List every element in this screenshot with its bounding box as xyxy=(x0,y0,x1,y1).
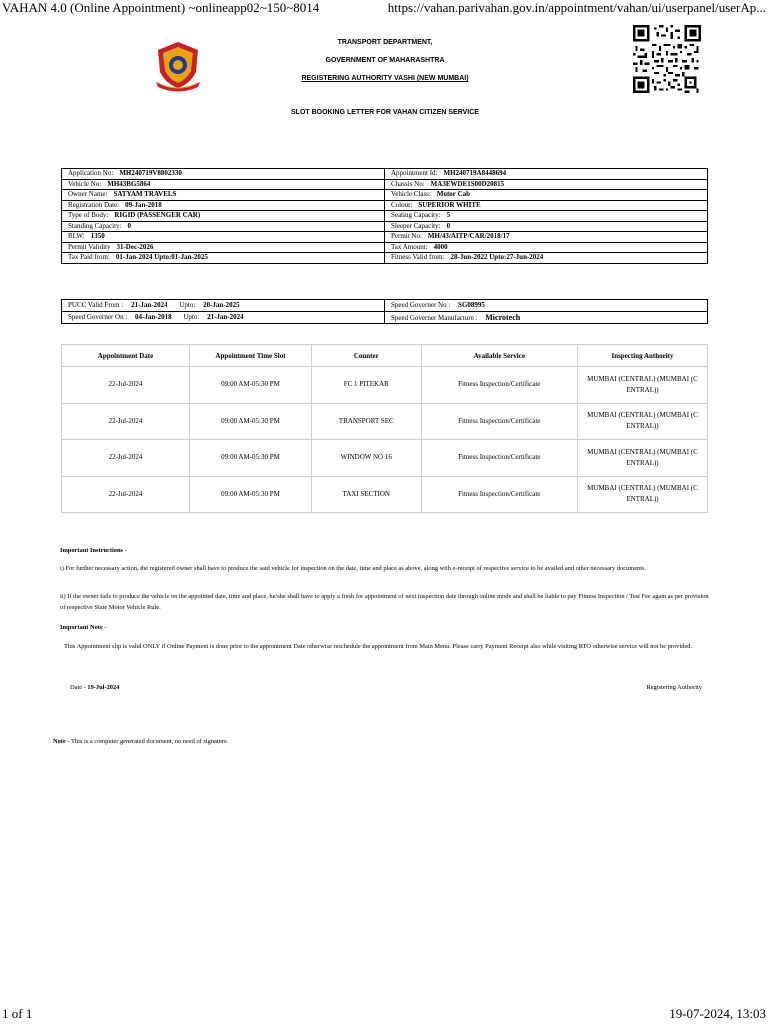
appointment-row xyxy=(62,367,708,404)
document-title: SLOT BOOKING LETTER FOR VAHAN CITIZEN SERVICE xyxy=(291,109,479,116)
emblem-logo xyxy=(150,40,206,92)
appointment-cell: MUMBAI (CENTRAL) (MUMBAI (C ENTRAL)) xyxy=(578,403,708,440)
pucc-details-table xyxy=(61,299,708,324)
appointment-column-header: Appointment Time Slot xyxy=(190,345,312,367)
appointment-row xyxy=(62,476,708,513)
speed-governer-upto-value: 21-Jan-2024 xyxy=(207,313,244,321)
vehicle-detail-row xyxy=(62,211,708,222)
appointment-cell: 09:00 AM-05:30 PM xyxy=(190,476,312,513)
vehicle-detail-cell xyxy=(62,169,385,180)
date-value: 19-Jul-2024 xyxy=(87,684,120,691)
note-label: Note xyxy=(53,738,66,745)
appointment-cell: Fitness Inspection/Certificate xyxy=(421,476,577,513)
field-label: Permit Validity xyxy=(68,242,111,251)
field-value: MH/43/AITP/CAR/2018/17 xyxy=(427,232,510,241)
vehicle-detail-cell xyxy=(385,211,708,222)
appointment-cell: WINDOW NO 16 xyxy=(311,440,421,477)
field-value: 0 xyxy=(446,221,451,230)
appointment-cell: 22-Jul-2024 xyxy=(62,440,190,477)
browser-page-title: VAHAN 4.0 (Online Appointment) ~onlineapp02~150~8014 xyxy=(2,0,320,15)
instruction-item-2: ii) If the owner fails to produce the vehicle on the appointed date, time and place, he/she shall have to apply a fresh for appointment of next inspection date through online mode and shall be liable to pay Fitness Inspection / Test Fee again as per provision of respective State Motor Vehicle Rule. xyxy=(60,593,709,611)
field-label: Tax Amount: xyxy=(391,242,428,251)
appointment-cell: 09:00 AM-05:30 PM xyxy=(190,403,312,440)
field-value: 4000 xyxy=(433,242,448,251)
appointment-cell: TAXI SECTION xyxy=(311,476,421,513)
field-label: Fitness Valid from: xyxy=(391,253,445,262)
speed-governer-on-label: Speed Governer On : xyxy=(68,313,128,321)
speed-governer-no-label: Speed Governer No : xyxy=(391,301,451,309)
registering-authority: Registering Authority xyxy=(646,684,702,691)
vehicle-detail-cell xyxy=(62,190,385,201)
speed-governer-on-value: 04-Jan-2018 xyxy=(135,313,172,321)
field-label: Permit No: xyxy=(391,232,422,241)
instructions-heading: Important Instructions - xyxy=(60,547,127,554)
vehicle-detail-cell xyxy=(62,179,385,190)
instruction-item-1: i) For further necessary action, the registered owner shall have to produce the said vehicle for inspection on the date, time and place as above, along with e-receipt of respective service to be availed and other necessary documents. xyxy=(60,565,647,572)
vehicle-detail-cell xyxy=(385,190,708,201)
print-footer xyxy=(0,1006,768,1024)
field-label: Standing Capacity: xyxy=(68,221,122,230)
speed-governer-upto-label: Upto: xyxy=(183,313,200,321)
appointment-slots-table xyxy=(61,344,708,513)
appointment-cell: 22-Jul-2024 xyxy=(62,476,190,513)
field-value: RIGID (PASSENGER CAR) xyxy=(114,211,201,220)
appointment-column-header: Counter xyxy=(311,345,421,367)
field-label: Sleeper Capacity: xyxy=(391,221,441,230)
field-label: RLW: xyxy=(68,232,85,241)
print-datetime: 19-07-2024, 13:03 xyxy=(669,1006,766,1021)
vehicle-detail-cell xyxy=(62,242,385,253)
note-heading: Important Note - xyxy=(60,624,107,631)
field-label: Colour: xyxy=(391,200,413,209)
appointment-cell: MUMBAI (CENTRAL) (MUMBAI (C ENTRAL)) xyxy=(578,440,708,477)
pucc-row xyxy=(62,300,708,312)
vehicle-detail-cell xyxy=(62,253,385,264)
appointment-cell: Fitness Inspection/Certificate xyxy=(421,440,577,477)
field-label: Appointment Id: xyxy=(391,169,438,178)
field-value: 01-Jan-2024 Upto:01-Jan-2025 xyxy=(115,253,208,262)
appointment-cell: MUMBAI (CENTRAL) (MUMBAI (C ENTRAL)) xyxy=(578,367,708,404)
note-text: This Appointment slip is valid ONLY if Online Payment is done prior to the appointment Date otherwise reschedule the appointment from Main Menu. Please carry Payment Receipt also while visiting RTO otherwise service will not be provided. xyxy=(64,643,692,650)
pucc-valid-from-label: PUCC Valid From : xyxy=(68,301,124,309)
field-value: SUPERIOR WHITE xyxy=(418,200,481,209)
field-label: Type of Body: xyxy=(68,211,109,220)
field-value: 31-Dec-2026 xyxy=(116,242,154,251)
field-label: Vehicle No: xyxy=(68,179,102,188)
computer-generated-note xyxy=(53,737,703,748)
vehicle-detail-row xyxy=(62,253,708,264)
vehicle-detail-row xyxy=(62,221,708,232)
vehicle-detail-cell xyxy=(385,232,708,243)
vehicle-detail-cell xyxy=(62,200,385,211)
speed-governer-no-value: SG08995 xyxy=(458,301,485,309)
appointment-cell: Fitness Inspection/Certificate xyxy=(421,367,577,404)
vehicle-detail-cell xyxy=(385,253,708,264)
pucc-validity-cell xyxy=(62,300,385,312)
field-label: Vehicle Class: xyxy=(391,190,431,199)
vehicle-detail-cell xyxy=(62,221,385,232)
vehicle-detail-cell xyxy=(385,200,708,211)
field-value: 5 xyxy=(446,211,451,220)
appointment-cell: FC 1 PITEKAR xyxy=(311,367,421,404)
field-value: SATYAM TRAVELS xyxy=(113,190,177,199)
qr-code xyxy=(633,25,701,93)
field-label: Tax Paid from: xyxy=(68,253,110,262)
appointment-row xyxy=(62,440,708,477)
print-header xyxy=(0,0,768,18)
appointment-cell: TRANSPORT SEC xyxy=(311,403,421,440)
field-value: MH240719A8448694 xyxy=(443,169,507,178)
vehicle-detail-cell xyxy=(62,211,385,222)
field-label: Application No: xyxy=(68,169,114,178)
field-value: MH43BG5864 xyxy=(107,179,151,188)
appointment-body xyxy=(62,367,708,513)
appointment-column-header: Appointment Date xyxy=(62,345,190,367)
field-value: 09-Jan-2018 xyxy=(125,200,162,209)
field-value: Motor Cab xyxy=(436,190,470,199)
field-value: MH240719V8802330 xyxy=(119,169,182,178)
vehicle-detail-cell xyxy=(385,242,708,253)
vehicle-details-table xyxy=(61,168,708,264)
speed-governer-row xyxy=(62,312,708,324)
vehicle-detail-cell xyxy=(385,169,708,180)
speed-governer-manufacture-cell xyxy=(385,312,708,324)
vehicle-detail-cell xyxy=(385,179,708,190)
speed-governer-on-cell xyxy=(62,312,385,324)
pucc-upto-value: 20-Jan-2025 xyxy=(203,301,240,309)
appointment-column-header: Inspecting Authority xyxy=(578,345,708,367)
field-label: Seating Capacity: xyxy=(391,211,441,220)
appointment-cell: MUMBAI (CENTRAL) (MUMBAI (C ENTRAL)) xyxy=(578,476,708,513)
dept-heading: TRANSPORT DEPARTMENT, xyxy=(337,39,433,46)
page-count: 1 of 1 xyxy=(2,1006,33,1021)
vehicle-detail-row xyxy=(62,179,708,190)
appointment-column-header: Available Service xyxy=(421,345,577,367)
appointment-header-row xyxy=(62,345,708,367)
appointment-cell: Fitness Inspection/Certificate xyxy=(421,403,577,440)
date-label: Date - xyxy=(70,684,86,691)
appointment-cell: 22-Jul-2024 xyxy=(62,367,190,404)
vehicle-detail-row xyxy=(62,200,708,211)
appointment-cell: 22-Jul-2024 xyxy=(62,403,190,440)
govt-heading: GOVERNMENT OF MAHARASHTRA xyxy=(325,57,445,64)
field-label: Chassis No: xyxy=(391,179,425,188)
speed-governer-manufacture-label: Speed Governer Manufacture : xyxy=(391,313,478,322)
date-line xyxy=(70,683,270,694)
field-value: 1350 xyxy=(90,232,105,241)
vehicle-detail-row xyxy=(62,232,708,243)
browser-page-url[interactable]: https://vahan.parivahan.gov.in/appointment/vahan/ui/userpanel/userAp... xyxy=(387,0,766,15)
note-label-text: - This is a computer generated document, no need of signature. xyxy=(67,738,229,745)
pucc-upto-label: Upto: xyxy=(179,301,196,309)
field-value: MA3EWDE1S00D20815 xyxy=(430,179,505,188)
appointment-row xyxy=(62,403,708,440)
field-label: Registration Date: xyxy=(68,200,120,209)
field-value: 28-Jun-2022 Upto:27-Jun-2024 xyxy=(450,253,544,262)
vehicle-detail-cell xyxy=(62,232,385,243)
speed-governer-no-cell xyxy=(385,300,708,312)
field-value: 0 xyxy=(127,221,131,230)
appointment-cell: 09:00 AM-05:30 PM xyxy=(190,440,312,477)
vehicle-detail-row xyxy=(62,169,708,180)
vehicle-details-body xyxy=(62,169,708,264)
field-label: Owner Name: xyxy=(68,190,108,199)
speed-governer-manufacture-value: Microtech xyxy=(485,312,521,322)
vehicle-detail-cell xyxy=(385,221,708,232)
vehicle-detail-row xyxy=(62,242,708,253)
appointment-cell: 09:00 AM-05:30 PM xyxy=(190,367,312,404)
pucc-valid-from-value: 21-Jan-2024 xyxy=(131,301,168,309)
authority-heading: REGISTERING AUTHORITY VASHI (NEW MUMBAI) xyxy=(301,75,469,82)
vehicle-detail-row xyxy=(62,190,708,201)
